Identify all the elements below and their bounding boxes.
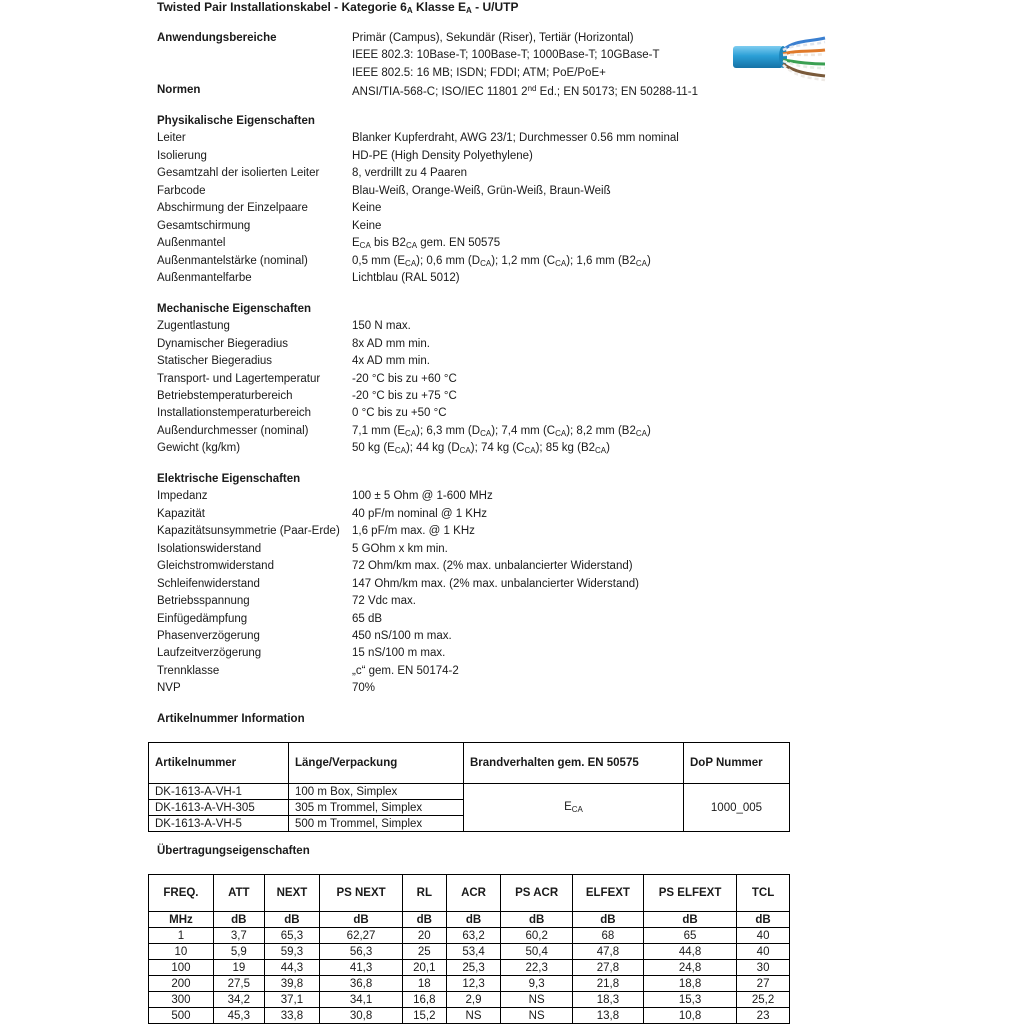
physical-heading: Physikalische Eigenschaften [157,115,315,127]
table-cell: 63,2 [446,928,501,944]
physical-label: Leiter [157,132,186,144]
electrical-value: 70% [352,682,376,694]
unit-cell: dB [501,912,572,928]
anwendung-line-1: Primär (Campus), Sekundär (Riser), Tertiär (Horizontal) [352,32,634,44]
gewicht-label: Gewicht (kg/km) [157,442,241,454]
table-cell: 100 [149,960,214,976]
table-cell: 30 [737,960,790,976]
table-header: ATT [213,875,264,912]
electrical-label: Gleichstromwiderstand [157,560,274,572]
mechanical-label: Statischer Biegeradius [157,355,273,367]
normen-text: ANSI/TIA-568-C; ISO/IEC 11801 2 [352,86,528,98]
table-cell: 30,8 [320,1008,403,1024]
electrical-value: 147 Ohm/km max. (2% max. unbalancierter Widerstand) [352,578,639,590]
table-cell: 18,3 [572,992,643,1008]
table-cell: 68 [572,928,643,944]
table-cell: 59,3 [264,944,319,960]
table-header: RL [403,875,447,912]
mechanical-value: -20 °C bis zu +75 °C [352,390,457,402]
staerke-value: 0,5 mm $(E_{CA})$; 0,6 mm $(D_{CA})$; 1,2 mm $(C_{CA})$; 1,6 mm $(B2_{CA})$ [352,255,651,268]
table-header: ACR [446,875,501,912]
electrical-value: 1,6 pF/m max. @ 1 KHz [352,525,475,537]
document-title [157,0,518,15]
electrical-value: 5 GOhm x km min. [352,543,448,555]
table-header: NEXT [264,875,319,912]
normen-label: Normen [157,84,201,96]
table-cell: 10,8 [643,1008,736,1024]
aussenmantel-value: $E_{CA}$ bis $B2_{CA}$ gem. EN 50575 [352,237,501,250]
table-header-row [149,743,790,784]
unit-cell: dB [737,912,790,928]
table-cell: 25,2 [737,992,790,1008]
durchmesser-value: 7,1 mm $(E_{CA})$; 6,3 mm $(D_{CA})$; 7,4 mm $(C_{CA})$; 8,2 mm $(B2_{CA})$ [352,425,651,438]
table-cell: 15,3 [643,992,736,1008]
unit-cell: dB [643,912,736,928]
table-cell: 33,8 [264,1008,319,1024]
electrical-label: Phasenverzögerung [157,630,260,642]
electrical-value: „c“ gem. EN 50174-2 [352,665,459,677]
electrical-label: Kapazität [157,508,205,520]
table-cell: 10 [149,944,214,960]
mechanical-label: Dynamischer Biegeradius [157,338,289,350]
table-cell: 27,8 [572,960,643,976]
electrical-value: 72 Vdc max. [352,595,416,607]
physical-value: Blanker Kupferdraht, AWG 23/1; Durchmesser 0.56 mm nominal [352,132,679,144]
electrical-value: 72 Ohm/km max. (2% max. unbalancierter Widerstand) [352,560,633,572]
electrical-value: 15 nS/100 m max. [352,647,446,659]
electrical-label: Einfügedämpfung [157,613,248,625]
electrical-label: Kapazitätsunsymmetrie (Paar-Erde) [157,525,340,537]
normen-sup: nd [527,84,537,93]
table-header: PS ACR [501,875,572,912]
table-cell: 40 [737,944,790,960]
table-unit-row [149,912,790,928]
mechanical-value: 8x AD mm min. [352,338,430,350]
mechanical-label: Betriebstemperaturbereich [157,390,293,402]
table-header: FREQ. [149,875,214,912]
table-header: DoP Nummer [684,743,790,784]
table-cell: 34,1 [320,992,403,1008]
unit-cell: dB [572,912,643,928]
artikel-len: 100 m Box, Simplex [289,784,464,800]
table-cell: 44,8 [643,944,736,960]
title-text-post: - U/UTP [471,0,519,14]
electrical-label: Laufzeitverzögerung [157,647,262,659]
table-header-row [149,875,790,912]
table-cell: 37,1 [264,992,319,1008]
table-row [149,1008,790,1024]
electrical-label: Betriebsspannung [157,595,250,607]
electrical-label: Trennklasse [157,665,220,677]
electrical-heading: Elektrische Eigenschaften [157,473,301,485]
physical-value: Keine [352,220,382,232]
artikel-len: 500 m Trommel, Simplex [289,816,464,832]
table-row [149,944,790,960]
table-cell: 200 [149,976,214,992]
table-cell: 53,4 [446,944,501,960]
table-cell: 44,3 [264,960,319,976]
table-cell: 9,3 [501,976,572,992]
electrical-value: 100 ± 5 Ohm @ 1-600 MHz [352,490,493,502]
table-cell: 500 [149,1008,214,1024]
table-header: PS NEXT [320,875,403,912]
cable-photo-icon [733,30,828,86]
table-cell: 300 [149,992,214,1008]
electrical-value: 65 dB [352,613,383,625]
table-cell: 2,9 [446,992,501,1008]
physical-label: Isolierung [157,150,207,162]
aussenmantel-label: Außenmantel [157,237,226,249]
table-cell: 41,3 [320,960,403,976]
table-cell: 25,3 [446,960,501,976]
table-header: ELFEXT [572,875,643,912]
physical-value: 8, verdrillt zu 4 Paaren [352,167,468,179]
table-row [149,992,790,1008]
anwendung-label: Anwendungsbereiche [157,32,277,44]
table-header: TCL [737,875,790,912]
table-cell: 15,2 [403,1008,447,1024]
physical-label: Gesamtzahl der isolierten Leiter [157,167,320,179]
normen-value [352,84,698,98]
table-cell: 65,3 [264,928,319,944]
artikel-nr: DK-1613-A-VH-5 [149,816,289,832]
mechanical-label: Installationstemperaturbereich [157,407,312,419]
physical-label: Farbcode [157,185,206,197]
table-cell: 36,8 [320,976,403,992]
table-cell: 27,5 [213,976,264,992]
physical-label: Gesamtschirmung [157,220,251,232]
farbe-label: Außenmantelfarbe [157,272,252,284]
table-cell: NS [501,992,572,1008]
table-cell: 47,8 [572,944,643,960]
unit-cell: MHz [149,912,214,928]
normen-text-post: Ed.; EN 50173; EN 50288-11-1 [536,86,698,98]
title-sub-a: A [406,6,413,15]
unit-cell: dB [213,912,264,928]
mechanical-label: Transport- und Lagertemperatur [157,373,321,385]
transmission-heading: Übertragungseigenschaften [157,845,310,857]
table-cell: 34,2 [213,992,264,1008]
physical-value: Blau-Weiß, Orange-Weiß, Grün-Weiß, Braun-Weiß [352,185,611,197]
physical-value: HD-PE (High Density Polyethylene) [352,150,533,162]
mechanical-value: 150 N max. [352,320,411,332]
table-cell: 12,3 [446,976,501,992]
table-header: Artikelnummer [149,743,289,784]
electrical-label: Isolationswiderstand [157,543,262,555]
electrical-value: 40 pF/m nominal @ 1 KHz [352,508,488,520]
table-cell: 60,2 [501,928,572,944]
anwendung-line-2: IEEE 802.3: 10Base-T; 100Base-T; 1000Base-T; 10GBase-T [352,49,660,61]
table-cell: 22,3 [501,960,572,976]
unit-cell: dB [403,912,447,928]
table-cell: 18,8 [643,976,736,992]
brandverhalten-cell: $E_{CA}$ [464,784,684,832]
table-cell: 50,4 [501,944,572,960]
durchmesser-label: Außendurchmesser (nominal) [157,425,309,437]
table-cell: 19 [213,960,264,976]
table-cell: 24,8 [643,960,736,976]
table-cell: 18 [403,976,447,992]
table-cell: 13,8 [572,1008,643,1024]
title-sub-b: A [466,6,472,15]
electrical-label: Impedanz [157,490,208,502]
table-header: PS ELFEXT [643,875,736,912]
table-cell: 62,27 [320,928,403,944]
artikel-table [148,742,790,832]
artikel-nr: DK-1613-A-VH-305 [149,800,289,816]
table-cell: NS [446,1008,501,1024]
electrical-value: 450 nS/100 m max. [352,630,452,642]
table-cell: 39,8 [264,976,319,992]
table-cell: NS [501,1008,572,1024]
mechanical-value: -20 °C bis zu +60 °C [352,373,457,385]
physical-value: Keine [352,202,382,214]
anwendung-line-3: IEEE 802.5: 16 MB; ISDN; FDDI; ATM; PoE/PoE+ [352,67,606,79]
unit-cell: dB [264,912,319,928]
table-cell: 65 [643,928,736,944]
artikel-nr: DK-1613-A-VH-1 [149,784,289,800]
table-row [149,960,790,976]
table-cell: 20 [403,928,447,944]
table-cell: 20,1 [403,960,447,976]
table-cell: 5,9 [213,944,264,960]
unit-cell: dB [446,912,501,928]
transmission-table [148,874,790,1024]
physical-label: Abschirmung der Einzelpaare [157,202,308,214]
table-cell: 27 [737,976,790,992]
mechanical-heading: Mechanische Eigenschaften [157,303,312,315]
artikel-len: 305 m Trommel, Simplex [289,800,464,816]
artikel-heading: Artikelnummer Information [157,713,305,725]
mechanical-value: 4x AD mm min. [352,355,430,367]
table-row [149,928,790,944]
unit-cell: dB [320,912,403,928]
table-header: Brandverhalten gem. EN 50575 [464,743,684,784]
title-text: Twisted Pair Installationskabel - Kategorie 6 [157,0,407,14]
electrical-label: Schleifenwiderstand [157,578,260,590]
table-cell: 1 [149,928,214,944]
electrical-label: NVP [157,682,181,694]
staerke-label: Außenmantelstärke (nominal) [157,255,308,267]
table-cell: 21,8 [572,976,643,992]
table-cell: 56,3 [320,944,403,960]
table-cell: 3,7 [213,928,264,944]
table-row [149,784,790,800]
mechanical-label: Zugentlastung [157,320,230,332]
table-cell: 40 [737,928,790,944]
table-header: Länge/Verpackung [289,743,464,784]
dop-cell: 1000_005 [684,784,790,832]
table-cell: 45,3 [213,1008,264,1024]
gewicht-value: 50 kg $(E_{CA})$; 44 kg $(D_{CA})$; 74 kg $(C_{CA})$; 85 kg $(B2_{CA})$ [352,442,610,455]
farbe-value: Lichtblau (RAL 5012) [352,272,460,284]
title-text-mid: Klasse E [412,0,467,14]
table-cell: 23 [737,1008,790,1024]
mechanical-value: 0 °C bis zu +50 °C [352,407,447,419]
table-cell: 25 [403,944,447,960]
table-cell: 16,8 [403,992,447,1008]
table-row [149,976,790,992]
